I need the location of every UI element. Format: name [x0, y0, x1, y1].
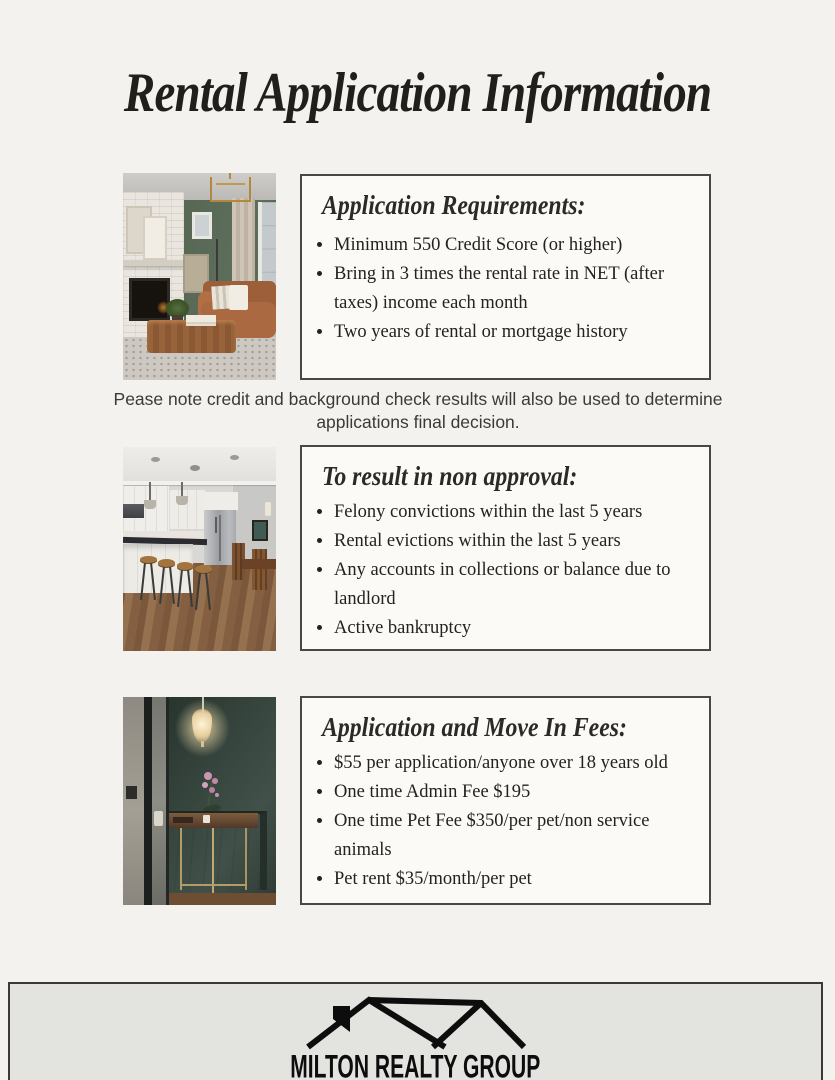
entryway-photo	[123, 697, 276, 905]
bullet-item: • One time Admin Fee $195	[334, 778, 709, 807]
wall-fixture	[126, 786, 137, 798]
pillow	[229, 285, 249, 310]
brass-table-leg	[180, 828, 182, 890]
bullet-item: • $55 per application/anyone over 18 years old	[334, 749, 709, 778]
bar-stool	[195, 565, 212, 572]
pendant-light	[181, 482, 183, 496]
concrete-wall	[123, 697, 144, 905]
kitchen-photo	[123, 447, 276, 651]
bullet-item: • Felony convictions within the last 5 years	[334, 498, 709, 527]
card-heading: Application and Move In Fees:	[322, 712, 627, 742]
brass-table-leg	[212, 828, 214, 892]
living-room-photo	[123, 173, 276, 380]
bullet-item: • Active bankruptcy	[334, 614, 709, 643]
crown-molding	[123, 481, 276, 485]
bar-stool	[177, 562, 194, 569]
bullet-item: • Rental evictions within the last 5 years	[334, 527, 709, 556]
door-frame	[144, 697, 152, 905]
floor-lamp	[216, 239, 218, 287]
vase	[154, 811, 163, 826]
firebox	[129, 278, 170, 321]
recessed-light	[151, 457, 160, 462]
brass-table-leg	[245, 828, 247, 890]
dining-chair	[252, 549, 267, 590]
fees-card	[300, 696, 711, 905]
wall-art	[252, 520, 269, 540]
bullet-item: • Bring in 3 times the rental rate in NET (after taxes) income each month	[334, 260, 709, 318]
non-approval-card	[300, 445, 711, 651]
table-brace	[180, 884, 247, 886]
small-window	[192, 212, 212, 239]
ceiling	[123, 447, 276, 482]
cabinet-over-fridge	[204, 492, 238, 511]
brand-name: MILTON REALTY GROUP	[290, 1048, 541, 1080]
bar-stool	[158, 559, 175, 566]
card-heading: Application Requirements:	[322, 190, 586, 220]
bullet-item: • Pet rent $35/month/per pet	[334, 865, 709, 894]
card-heading: To result in non approval:	[322, 461, 578, 491]
pink-orchid	[204, 772, 212, 780]
bullet-list	[312, 749, 709, 894]
bullet-item: • Two years of rental or mortgage history	[334, 318, 709, 347]
wood-floor	[152, 893, 276, 905]
microwave	[123, 504, 144, 518]
page-title: Rental Application Information	[123, 62, 712, 125]
footer	[8, 982, 823, 1080]
dining-table	[242, 559, 276, 569]
chandelier	[210, 177, 251, 202]
bullet-item: • One time Pet Fee $350/per pet/non service animals	[334, 807, 709, 865]
wall-sconce	[265, 502, 271, 516]
glass-door-panel	[152, 697, 169, 905]
bullet-list	[312, 231, 709, 347]
bullet-item: • Minimum 550 Credit Score (or higher)	[334, 231, 709, 260]
framed-art	[143, 216, 167, 259]
coffee-table	[147, 320, 236, 353]
pillow	[211, 285, 231, 309]
requirements-card	[300, 174, 711, 380]
roof-icon	[302, 994, 530, 1050]
books-stack	[186, 315, 217, 322]
mantel	[123, 260, 187, 266]
note-text: Pease note credit and background check results will also be used to determine applications final decision.	[113, 389, 723, 432]
bullet-list	[312, 498, 709, 643]
tray	[173, 817, 193, 823]
pendant-light	[149, 482, 151, 500]
candle	[203, 815, 211, 823]
bullet-item: • Any accounts in collections or balance due to landlord	[334, 556, 709, 614]
